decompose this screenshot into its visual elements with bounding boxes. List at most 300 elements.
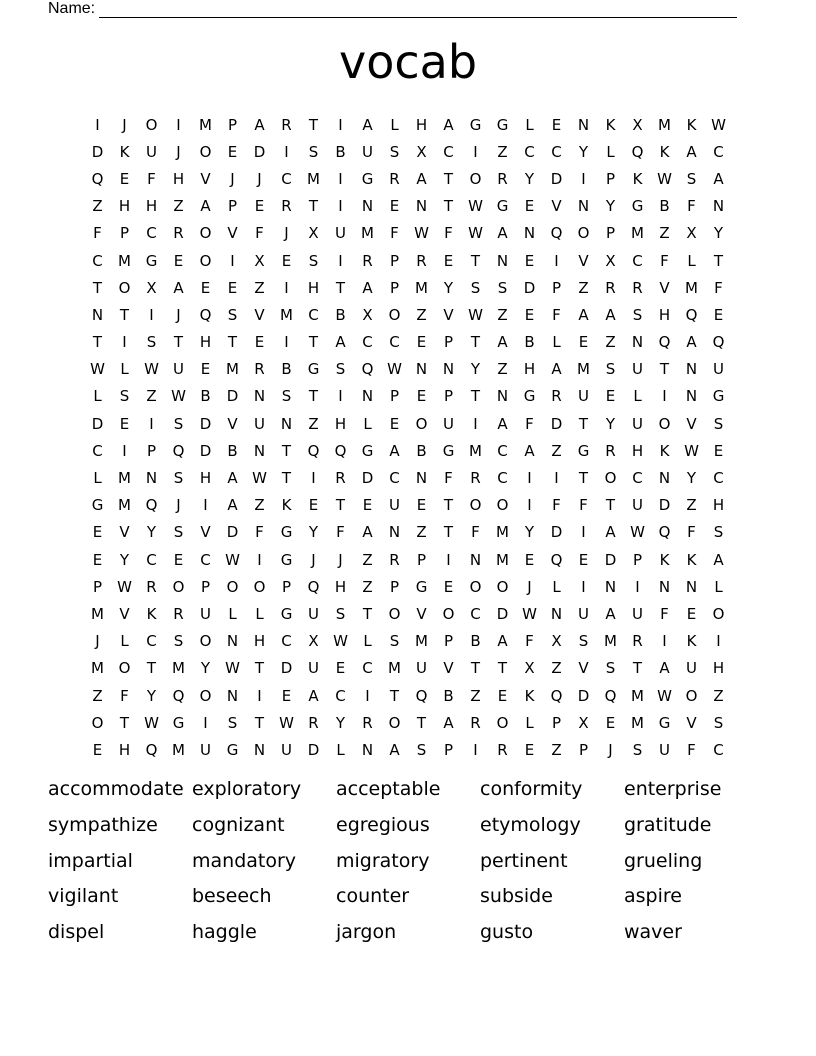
grid-letter: R bbox=[416, 251, 427, 270]
grid-letter: F bbox=[660, 251, 669, 270]
grid-letter: C bbox=[146, 632, 157, 651]
grid-letter: C bbox=[497, 469, 508, 488]
word-bank-item: haggle bbox=[192, 921, 257, 944]
grid-letter: G bbox=[442, 441, 455, 460]
grid-letter: R bbox=[335, 469, 346, 488]
grid-letter: D bbox=[226, 387, 239, 406]
grid-letter: T bbox=[308, 197, 319, 216]
grid-letter: C bbox=[281, 169, 292, 188]
grid-letter: B bbox=[200, 387, 211, 406]
grid-letter: S bbox=[173, 469, 184, 488]
grid-letter: O bbox=[118, 659, 131, 678]
grid-letter: D bbox=[658, 496, 671, 515]
grid-letter: S bbox=[605, 360, 616, 379]
word-bank-item: gusto bbox=[480, 921, 534, 944]
grid-letter: E bbox=[227, 278, 238, 297]
grid-letter: P bbox=[389, 278, 400, 297]
grid-letter: O bbox=[199, 251, 212, 270]
grid-letter: H bbox=[145, 197, 158, 216]
grid-letter: Q bbox=[658, 523, 671, 542]
grid-letter: Z bbox=[470, 686, 481, 705]
grid-letter: U bbox=[632, 496, 643, 515]
grid-letter: S bbox=[713, 414, 724, 433]
grid-row bbox=[84, 709, 732, 736]
grid-letter: T bbox=[470, 387, 481, 406]
grid-row bbox=[84, 573, 732, 600]
grid-letter: I bbox=[203, 496, 208, 515]
grid-letter: K bbox=[659, 550, 670, 569]
grid-row bbox=[84, 492, 732, 519]
grid-letter: T bbox=[659, 360, 670, 379]
grid-letter: U bbox=[362, 142, 373, 161]
grid-letter: R bbox=[389, 550, 400, 569]
grid-letter: V bbox=[227, 224, 238, 243]
grid-letter: Z bbox=[254, 496, 265, 515]
grid-letter: C bbox=[632, 469, 643, 488]
grid-letter: E bbox=[497, 686, 508, 705]
grid-letter: P bbox=[389, 577, 400, 596]
grid-letter: F bbox=[714, 278, 723, 297]
grid-letter: S bbox=[389, 142, 400, 161]
grid-letter: O bbox=[469, 169, 482, 188]
grid-letter: W bbox=[144, 360, 159, 379]
grid-letter: E bbox=[686, 604, 697, 623]
grid-letter: C bbox=[281, 632, 292, 651]
grid-letter: O bbox=[199, 142, 212, 161]
grid-letter: D bbox=[550, 523, 563, 542]
word-bank-item: waver bbox=[624, 921, 682, 944]
grid-letter: F bbox=[444, 469, 453, 488]
grid-letter: B bbox=[659, 197, 670, 216]
grid-letter: B bbox=[227, 441, 238, 460]
grid-letter: L bbox=[93, 469, 102, 488]
grid-letter: G bbox=[172, 713, 185, 732]
grid-letter: W bbox=[252, 469, 267, 488]
grid-letter: H bbox=[415, 115, 428, 134]
grid-letter: C bbox=[443, 142, 454, 161]
grid-letter: N bbox=[577, 197, 590, 216]
grid-letter: L bbox=[93, 387, 102, 406]
grid-letter: E bbox=[443, 251, 454, 270]
grid-letter: P bbox=[416, 550, 427, 569]
grid-row bbox=[84, 600, 732, 627]
grid-letter: L bbox=[336, 740, 345, 759]
grid-letter: P bbox=[119, 224, 130, 243]
grid-letter: K bbox=[659, 142, 670, 161]
grid-letter: F bbox=[687, 197, 696, 216]
grid-letter: T bbox=[713, 251, 724, 270]
grid-letter: G bbox=[307, 360, 320, 379]
grid-letter: W bbox=[657, 169, 672, 188]
grid-row bbox=[84, 410, 732, 437]
grid-row bbox=[84, 274, 732, 301]
grid-letter: A bbox=[659, 659, 670, 678]
grid-letter: O bbox=[604, 469, 617, 488]
grid-letter: C bbox=[632, 251, 643, 270]
grid-letter: G bbox=[577, 441, 590, 460]
grid-letter: J bbox=[230, 169, 235, 188]
word-bank-item: egregious bbox=[336, 813, 430, 836]
grid-letter: Y bbox=[605, 197, 616, 216]
grid-letter: Z bbox=[551, 740, 562, 759]
grid-row bbox=[84, 628, 732, 655]
grid-letter: J bbox=[122, 115, 127, 134]
grid-letter: B bbox=[470, 632, 481, 651]
grid-letter: F bbox=[687, 740, 696, 759]
grid-letter: W bbox=[171, 387, 186, 406]
letter-grid bbox=[84, 111, 732, 764]
grid-letter: O bbox=[226, 577, 239, 596]
grid-letter: M bbox=[172, 740, 185, 759]
grid-letter: E bbox=[524, 550, 535, 569]
grid-letter: F bbox=[336, 523, 345, 542]
grid-letter: M bbox=[685, 278, 698, 297]
grid-letter: R bbox=[497, 740, 508, 759]
grid-letter: G bbox=[280, 523, 293, 542]
word-bank-item: enterprise bbox=[624, 778, 722, 800]
grid-letter: Q bbox=[415, 686, 428, 705]
grid-letter: A bbox=[227, 469, 238, 488]
grid-letter: E bbox=[92, 523, 103, 542]
grid-letter: E bbox=[524, 197, 535, 216]
grid-letter: A bbox=[173, 278, 184, 297]
grid-letter: K bbox=[686, 632, 697, 651]
grid-letter: I bbox=[635, 577, 640, 596]
grid-letter: Y bbox=[605, 414, 616, 433]
grid-letter: I bbox=[311, 469, 316, 488]
grid-letter: N bbox=[685, 387, 698, 406]
grid-letter: C bbox=[389, 333, 400, 352]
grid-letter: E bbox=[389, 414, 400, 433]
grid-letter: M bbox=[118, 469, 131, 488]
grid-letter: N bbox=[145, 469, 158, 488]
grid-letter: Q bbox=[91, 169, 104, 188]
grid-letter: A bbox=[308, 686, 319, 705]
grid-letter: R bbox=[497, 169, 508, 188]
grid-letter: N bbox=[442, 360, 455, 379]
grid-letter: W bbox=[117, 577, 132, 596]
grid-letter: D bbox=[361, 469, 374, 488]
grid-letter: M bbox=[631, 686, 644, 705]
grid-letter: G bbox=[361, 441, 374, 460]
grid-letter: D bbox=[523, 278, 536, 297]
grid-letter: A bbox=[497, 333, 508, 352]
grid-letter: N bbox=[361, 740, 374, 759]
grid-row bbox=[84, 301, 732, 328]
grid-letter: I bbox=[716, 632, 721, 651]
grid-letter: Y bbox=[578, 142, 589, 161]
grid-letter: L bbox=[525, 713, 534, 732]
grid-letter: E bbox=[308, 496, 319, 515]
grid-letter: G bbox=[712, 387, 725, 406]
grid-letter: D bbox=[91, 414, 104, 433]
grid-letter: Z bbox=[551, 659, 562, 678]
grid-letter: A bbox=[443, 115, 454, 134]
grid-letter: J bbox=[257, 169, 262, 188]
grid-row bbox=[84, 165, 732, 192]
grid-letter: S bbox=[470, 278, 481, 297]
grid-letter: T bbox=[119, 713, 130, 732]
grid-letter: H bbox=[172, 169, 185, 188]
grid-letter: V bbox=[254, 305, 265, 324]
grid-letter: R bbox=[362, 713, 373, 732]
grid-letter: G bbox=[496, 197, 509, 216]
grid-letter: Y bbox=[524, 169, 535, 188]
grid-letter: B bbox=[416, 441, 427, 460]
grid-letter: T bbox=[308, 115, 319, 134]
word-bank-item: conformity bbox=[480, 778, 583, 800]
grid-letter: S bbox=[389, 632, 400, 651]
grid-letter: O bbox=[388, 305, 401, 324]
grid-letter: Q bbox=[550, 686, 563, 705]
grid-letter: W bbox=[657, 686, 672, 705]
grid-letter: T bbox=[308, 333, 319, 352]
grid-letter: F bbox=[255, 523, 264, 542]
grid-letter: H bbox=[712, 659, 725, 678]
grid-letter: D bbox=[253, 142, 266, 161]
grid-letter: R bbox=[605, 441, 616, 460]
grid-letter: V bbox=[227, 414, 238, 433]
grid-letter: J bbox=[527, 577, 532, 596]
grid-letter: I bbox=[527, 496, 532, 515]
grid-letter: I bbox=[149, 414, 154, 433]
grid-row bbox=[84, 546, 732, 573]
grid-letter: P bbox=[443, 387, 454, 406]
grid-letter: U bbox=[686, 659, 697, 678]
grid-letter: T bbox=[335, 496, 346, 515]
word-bank-item: jargon bbox=[336, 921, 397, 944]
grid-letter: W bbox=[711, 115, 726, 134]
grid-letter: M bbox=[496, 550, 509, 569]
grid-letter: R bbox=[470, 469, 481, 488]
grid-letter: A bbox=[551, 360, 562, 379]
grid-letter: H bbox=[199, 469, 212, 488]
grid-letter: N bbox=[496, 387, 509, 406]
word-bank-item: accommodate bbox=[48, 778, 184, 800]
grid-letter: I bbox=[662, 387, 667, 406]
grid-letter: L bbox=[120, 632, 129, 651]
word-bank-item: mandatory bbox=[192, 849, 297, 872]
grid-letter: A bbox=[686, 142, 697, 161]
grid-letter: S bbox=[146, 333, 157, 352]
grid-letter: N bbox=[415, 197, 428, 216]
grid-letter: M bbox=[91, 659, 104, 678]
grid-letter: X bbox=[578, 713, 589, 732]
grid-letter: W bbox=[387, 360, 402, 379]
grid-letter: P bbox=[227, 197, 238, 216]
grid-letter: L bbox=[363, 414, 372, 433]
grid-letter: H bbox=[523, 360, 536, 379]
grid-letter: I bbox=[122, 333, 127, 352]
grid-letter: O bbox=[199, 224, 212, 243]
grid-letter: P bbox=[551, 278, 562, 297]
grid-letter: S bbox=[416, 740, 427, 759]
grid-letter: I bbox=[176, 115, 181, 134]
grid-letter: W bbox=[90, 360, 105, 379]
grid-letter: N bbox=[577, 115, 590, 134]
grid-letter: U bbox=[578, 387, 589, 406]
grid-letter: A bbox=[254, 115, 265, 134]
grid-letter: U bbox=[146, 142, 157, 161]
grid-letter: O bbox=[253, 577, 266, 596]
grid-letter: E bbox=[524, 251, 535, 270]
grid-letter: V bbox=[119, 523, 130, 542]
grid-letter: N bbox=[658, 469, 671, 488]
grid-letter: V bbox=[200, 169, 211, 188]
grid-letter: I bbox=[473, 414, 478, 433]
grid-letter: Q bbox=[685, 305, 698, 324]
grid-letter: R bbox=[173, 604, 184, 623]
grid-letter: P bbox=[92, 577, 103, 596]
grid-letter: V bbox=[659, 278, 670, 297]
word-bank-item: counter bbox=[336, 885, 410, 908]
grid-letter: S bbox=[497, 278, 508, 297]
grid-letter: Z bbox=[146, 387, 157, 406]
grid-letter: V bbox=[443, 305, 454, 324]
grid-letter: V bbox=[119, 604, 130, 623]
grid-letter: G bbox=[496, 115, 509, 134]
grid-row bbox=[84, 329, 732, 356]
grid-letter: E bbox=[416, 387, 427, 406]
grid-letter: A bbox=[686, 333, 697, 352]
grid-letter: C bbox=[551, 142, 562, 161]
grid-letter: T bbox=[632, 659, 643, 678]
grid-letter: A bbox=[578, 305, 589, 324]
grid-letter: R bbox=[632, 278, 643, 297]
grid-letter: Z bbox=[686, 496, 697, 515]
grid-letter: S bbox=[308, 142, 319, 161]
grid-letter: Q bbox=[199, 305, 212, 324]
grid-letter: Q bbox=[307, 577, 320, 596]
grid-letter: H bbox=[334, 577, 347, 596]
grid-letter: N bbox=[685, 577, 698, 596]
grid-letter: I bbox=[473, 142, 478, 161]
grid-row bbox=[84, 193, 732, 220]
grid-letter: P bbox=[443, 333, 454, 352]
grid-row bbox=[84, 383, 732, 410]
grid-letter: U bbox=[632, 360, 643, 379]
grid-letter: A bbox=[335, 333, 346, 352]
grid-letter: I bbox=[284, 142, 289, 161]
grid-letter: M bbox=[91, 604, 104, 623]
grid-letter: R bbox=[605, 278, 616, 297]
grid-letter: L bbox=[390, 115, 399, 134]
grid-letter: H bbox=[118, 740, 131, 759]
grid-letter: Z bbox=[605, 333, 616, 352]
grid-letter: P bbox=[605, 169, 616, 188]
grid-letter: W bbox=[279, 713, 294, 732]
word-bank-item: gratitude bbox=[624, 813, 712, 836]
grid-letter: S bbox=[335, 360, 346, 379]
grid-letter: N bbox=[415, 360, 428, 379]
grid-letter: E bbox=[389, 197, 400, 216]
grid-letter: H bbox=[307, 278, 320, 297]
grid-letter: P bbox=[389, 387, 400, 406]
grid-letter: Z bbox=[713, 686, 724, 705]
grid-letter: D bbox=[496, 604, 509, 623]
grid-letter: E bbox=[200, 360, 211, 379]
grid-letter: O bbox=[442, 604, 455, 623]
grid-letter: N bbox=[91, 305, 104, 324]
grid-letter: F bbox=[525, 414, 534, 433]
grid-letter: Y bbox=[146, 686, 157, 705]
grid-letter: E bbox=[713, 305, 724, 324]
grid-letter: T bbox=[335, 278, 346, 297]
grid-letter: I bbox=[446, 550, 451, 569]
grid-letter: K bbox=[659, 441, 670, 460]
grid-letter: W bbox=[225, 550, 240, 569]
grid-letter: A bbox=[713, 550, 724, 569]
grid-letter: L bbox=[255, 604, 264, 623]
grid-letter: Z bbox=[578, 278, 589, 297]
grid-letter: S bbox=[173, 414, 184, 433]
grid-letter: O bbox=[469, 496, 482, 515]
grid-letter: M bbox=[496, 523, 509, 542]
grid-letter: I bbox=[338, 169, 343, 188]
grid-letter: Y bbox=[119, 550, 130, 569]
grid-letter: O bbox=[199, 686, 212, 705]
grid-letter: E bbox=[416, 496, 427, 515]
grid-letter: X bbox=[524, 659, 535, 678]
grid-letter: C bbox=[92, 251, 103, 270]
grid-letter: R bbox=[470, 713, 481, 732]
grid-letter: S bbox=[281, 387, 292, 406]
grid-letter: R bbox=[254, 360, 265, 379]
grid-letter: M bbox=[415, 278, 428, 297]
grid-letter: H bbox=[658, 305, 671, 324]
grid-letter: K bbox=[281, 496, 292, 515]
grid-letter: W bbox=[522, 604, 537, 623]
grid-letter: P bbox=[551, 713, 562, 732]
grid-letter: J bbox=[176, 142, 181, 161]
grid-letter: J bbox=[176, 305, 181, 324]
grid-letter: S bbox=[227, 713, 238, 732]
grid-letter: I bbox=[149, 305, 154, 324]
grid-letter: Z bbox=[173, 197, 184, 216]
grid-letter: J bbox=[284, 224, 289, 243]
grid-letter: L bbox=[363, 632, 372, 651]
grid-letter: F bbox=[120, 686, 129, 705]
grid-letter: Z bbox=[362, 577, 373, 596]
grid-letter: T bbox=[146, 659, 157, 678]
grid-letter: O bbox=[469, 577, 482, 596]
grid-letter: N bbox=[361, 387, 374, 406]
grid-letter: G bbox=[469, 115, 482, 134]
grid-letter: I bbox=[581, 169, 586, 188]
page-title: vocab bbox=[338, 35, 478, 89]
grid-row bbox=[84, 464, 732, 491]
grid-letter: U bbox=[632, 604, 643, 623]
grid-letter: H bbox=[118, 197, 131, 216]
grid-letter: X bbox=[308, 632, 319, 651]
grid-letter: C bbox=[308, 305, 319, 324]
grid-letter: D bbox=[91, 142, 104, 161]
grid-letter: E bbox=[605, 387, 616, 406]
grid-letter: M bbox=[388, 659, 401, 678]
grid-letter: S bbox=[173, 523, 184, 542]
grid-letter: G bbox=[415, 577, 428, 596]
grid-letter: I bbox=[257, 686, 262, 705]
grid-letter: Q bbox=[550, 224, 563, 243]
grid-letter: Q bbox=[145, 496, 158, 515]
grid-letter: A bbox=[713, 169, 724, 188]
grid-letter: F bbox=[552, 305, 561, 324]
grid-letter: C bbox=[92, 441, 103, 460]
word-bank-item: etymology bbox=[480, 813, 581, 836]
grid-letter: O bbox=[685, 686, 698, 705]
grid-letter: T bbox=[443, 197, 454, 216]
grid-letter: N bbox=[253, 387, 266, 406]
